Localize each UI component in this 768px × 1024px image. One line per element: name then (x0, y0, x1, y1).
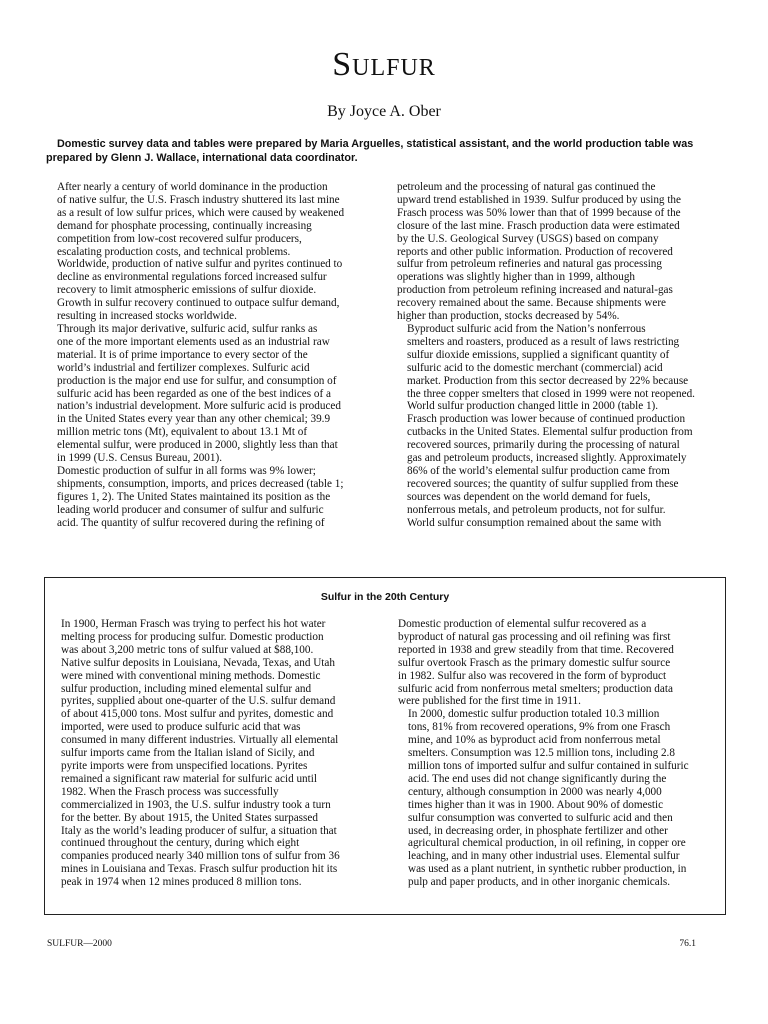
text-line: Frasch process was 50% lower than that of 1999 because of the (397, 206, 681, 219)
text-line: were published for the first time in 1911. (398, 695, 581, 708)
text-line: World sulfur consumption remained about the same with (407, 516, 662, 529)
text-line: acid. The quantity of sulfur recovered during the refining of (57, 516, 325, 529)
sidebar-title: Sulfur in the 20th Century (320, 591, 450, 603)
text-line: competition from low-cost recovered sulfur producers, (57, 232, 302, 245)
text-line: figures 1, 2). The United States maintained its position as the (57, 490, 331, 503)
paragraph (397, 517, 722, 530)
text-line: recovery remained about the same. Because shipments were (397, 297, 667, 310)
text-line: Italy as the world’s leading producer of sulfur, a situation that (61, 824, 337, 837)
text-line: million tons of imported sulfur and sulfur contained in sulfuric (408, 759, 689, 772)
text-line: elemental sulfur, were produced in 2000, slightly less than that (57, 439, 338, 452)
text-line: World sulfur production changed little in 2000 (table 1). (407, 400, 659, 413)
text-line: million metric tons (Mt), equivalent to about 13.1 Mt of (57, 426, 308, 439)
text-line: acid. The end uses did not change significantly during the (408, 772, 667, 785)
text-line: recovered sources, primarily during the processing of natural (407, 439, 680, 452)
author-byline: By Joyce A. Ober (327, 103, 441, 120)
paragraph (397, 181, 722, 323)
text-line: century, although consumption in 2000 was nearly 4,000 (408, 785, 662, 798)
text-line: Native sulfur deposits in Louisiana, Nevada, Texas, and Utah (61, 656, 335, 669)
sidebar-column-right (398, 618, 723, 889)
text-line: production is the major end use for sulfur, and consumption of (57, 374, 337, 387)
text-line: Worldwide, production of native sulfur and pyrites continued to (57, 258, 343, 271)
text-line: sulfur overtook Frasch as the primary domestic sulfur source (398, 656, 671, 669)
text-line: imported, were used to produce sulfuric acid that was (61, 721, 301, 734)
text-line: Domestic production of elemental sulfur recovered as a (398, 618, 647, 630)
text-line: material. It is of prime importance to every sector of the (57, 348, 308, 361)
text-line: recovered sources; the quantity of sulfur supplied from these (407, 477, 679, 490)
text-line: Through its major derivative, sulfuric acid, sulfur ranks as (57, 322, 318, 335)
text-line: In 2000, domestic sulfur production totaled 10.3 million (408, 708, 660, 721)
text-line: operations was slightly higher than in 1999, although (397, 271, 636, 284)
text-line: was used as a plant nutrient, in synthetic rubber production, in (408, 863, 687, 876)
text-line: commercialized in 1903, the U.S. sulfur industry took a turn (61, 798, 331, 811)
text-line: sulfur imports came from the Italian island of Sicily, and (61, 747, 315, 760)
text-line: pyrites, supplied about one-quarter of the U.S. sulfur demand (61, 695, 336, 708)
text-line: 86% of the world’s elemental sulfur production came from (407, 464, 670, 477)
text-line: in the United States every year than any other chemical; 39.9 (57, 413, 331, 426)
text-line: demand for phosphate processing, continually increasing (57, 219, 312, 232)
paragraph (398, 618, 723, 708)
text-line: reported in 1938 and grew steadily from that time. Recovered (398, 643, 674, 656)
text-line: leading world producer and consumer of sulfur and sulfuric (57, 503, 324, 516)
text-line: shipments, consumption, imports, and prices decreased (table 1; (57, 477, 344, 490)
text-line: decline as environmental regulations forced increased sulfur (57, 271, 327, 284)
text-line: used, in decreasing order, in phosphate fertilizer and other (408, 824, 668, 837)
text-line: tons, 81% from recovered operations, 9% from one Frasch (408, 721, 671, 734)
text-line: Domestic production of sulfur in all forms was 9% lower; (57, 464, 316, 477)
footer-running-title: SULFUR—2000 (47, 939, 112, 949)
paragraph (47, 181, 367, 323)
paragraph (47, 465, 367, 530)
text-line: times higher than it was in 1900. About 90% of domestic (408, 798, 664, 811)
text-line: closure of the last mine. Frasch production data were estimated (397, 219, 680, 232)
sidebar-box (44, 577, 726, 915)
text-line: mines in Louisiana and Texas. Frasch sulfur production hit its (61, 863, 338, 876)
text-line: production from petroleum refining increased and natural-gas (397, 284, 673, 297)
text-line: upward trend established in 1939. Sulfur produced by using the (397, 193, 681, 206)
text-line: of about 415,000 tons. Most sulfur and pyrites, domestic and (61, 708, 334, 721)
text-line: reports and other public information. Production of recovered (397, 245, 673, 258)
text-line: byproduct of natural gas processing and oil refining was first (398, 630, 671, 643)
text-line: as a result of low sulfur prices, which were caused by weakened (57, 206, 345, 219)
paragraph (398, 708, 723, 889)
text-line: sulfur dioxide emissions, supplied a significant quantity of (407, 348, 670, 361)
text-line: consumed in many different industries. Virtually all elemental (61, 734, 339, 747)
sidebar-column-left (51, 618, 381, 889)
text-line: resulting in increased stocks worldwide. (57, 310, 237, 323)
text-line: the three copper smelters that closed in 1999 were not reopened. (407, 387, 695, 400)
paragraph (397, 323, 722, 400)
text-line: was about 3,200 metric tons of sulfur valued at $88,100. (61, 643, 314, 656)
text-line: cutbacks in the United States. Elemental sulfur production from (407, 426, 693, 439)
text-line: peak in 1974 when 12 mines produced 8 million tons. (61, 876, 302, 889)
text-line: smelters. Consumption was 12.5 million tons, including 2.8 (408, 747, 675, 760)
text-line: Frasch production was lower because of continued production (407, 413, 686, 426)
text-line: for the better. By about 1915, the United States surpassed (61, 811, 318, 824)
text-line: sulfur consumption was converted to sulfuric acid and then (408, 811, 673, 824)
paragraph (397, 400, 722, 516)
text-line: continued throughout the century, during which eight (61, 837, 300, 850)
paragraph (47, 323, 367, 465)
text-line: gas and petroleum products, increased slightly. Approximately (407, 452, 687, 465)
text-line: smelters and roasters, produced as a result of laws restricting (407, 335, 680, 348)
text-line: pulp and paper products, and in other inorganic chemicals. (408, 876, 670, 889)
text-line: sources was dependent on the world demand for fuels, (407, 490, 651, 503)
text-line: Growth in sulfur recovery continued to outpace sulfur demand, (57, 297, 340, 310)
text-line: petroleum and the processing of natural gas continued the (397, 181, 656, 193)
text-line: recovery to limit atmospheric emissions of sulfur dioxide. (57, 284, 317, 297)
body-column-left (47, 181, 367, 529)
text-line: pyrite imports were from unspecified locations. Pyrites (61, 759, 308, 772)
text-line: nonferrous metals, and petroleum products, not for sulfur. (407, 503, 666, 516)
text-line: world’s industrial and fertilizer complexes. Sulfuric acid (57, 361, 310, 374)
text-line: After nearly a century of world dominance in the production (57, 181, 328, 193)
body-column-right (397, 181, 722, 529)
text-line: nation’s industrial development. More sulfuric acid is produced (57, 400, 341, 413)
page-number: 76.1 (679, 939, 696, 949)
text-line: sulfuric acid to the domestic merchant (commercial) acid (407, 361, 663, 374)
text-line: of native sulfur, the U.S. Frasch industry shuttered its last mine (57, 193, 340, 206)
text-line: companies produced nearly 340 million tons of sulfur from 36 (61, 850, 340, 863)
text-line: 1982. When the Frasch process was successfully (61, 785, 279, 798)
text-line: one of the more important elements used as an industrial raw (57, 335, 330, 348)
text-line: melting process for producing sulfur. Domestic production (61, 630, 324, 643)
text-line: mine, and 10% as byproduct acid from nonferrous metal (408, 734, 661, 747)
text-line: agricultural chemical production, in oil refining, in copper ore (408, 837, 686, 850)
text-line: remained a significant raw material for sulfuric acid until (61, 772, 317, 785)
text-line: in 1999 (U.S. Census Bureau, 2001). (57, 452, 223, 465)
text-line: leaching, and in many other industrial uses. Elemental sulfur (408, 850, 680, 863)
text-line: Byproduct sulfuric acid from the Nation’s nonferrous (407, 322, 646, 335)
text-line: escalating production costs, and technical problems. (57, 245, 291, 258)
text-line: in 1982. Sulfur also was recovered in the form of byproduct (398, 669, 667, 682)
text-line: sulfuric acid from nonferrous metal smelters; production data (398, 682, 673, 695)
text-line: In 1900, Herman Frasch was trying to perfect his hot water (61, 618, 326, 630)
text-line: higher than production, stocks decreased by 54%. (397, 310, 620, 323)
credit-note: Domestic survey data and tables were prepared by Maria Arguelles, statistical assistant, and the world production table was prepared by Glenn J. Wallace, international data coordinator. (46, 138, 694, 164)
page-title: Sulfur (332, 46, 436, 83)
text-line: by the U.S. Geological Survey (USGS) based on company (397, 232, 659, 245)
text-line: were mined with conventional mining methods. Domestic (61, 669, 321, 682)
text-line: market. Production from this sector decreased by 22% because (407, 374, 689, 387)
text-line: sulfur from petroleum refineries and natural gas processing (397, 258, 662, 271)
text-line: sulfur production, including mined elemental sulfur and (61, 682, 312, 695)
text-line: sulfuric acid has been regarded as one of the best indices of a (57, 387, 331, 400)
paragraph (51, 618, 381, 889)
